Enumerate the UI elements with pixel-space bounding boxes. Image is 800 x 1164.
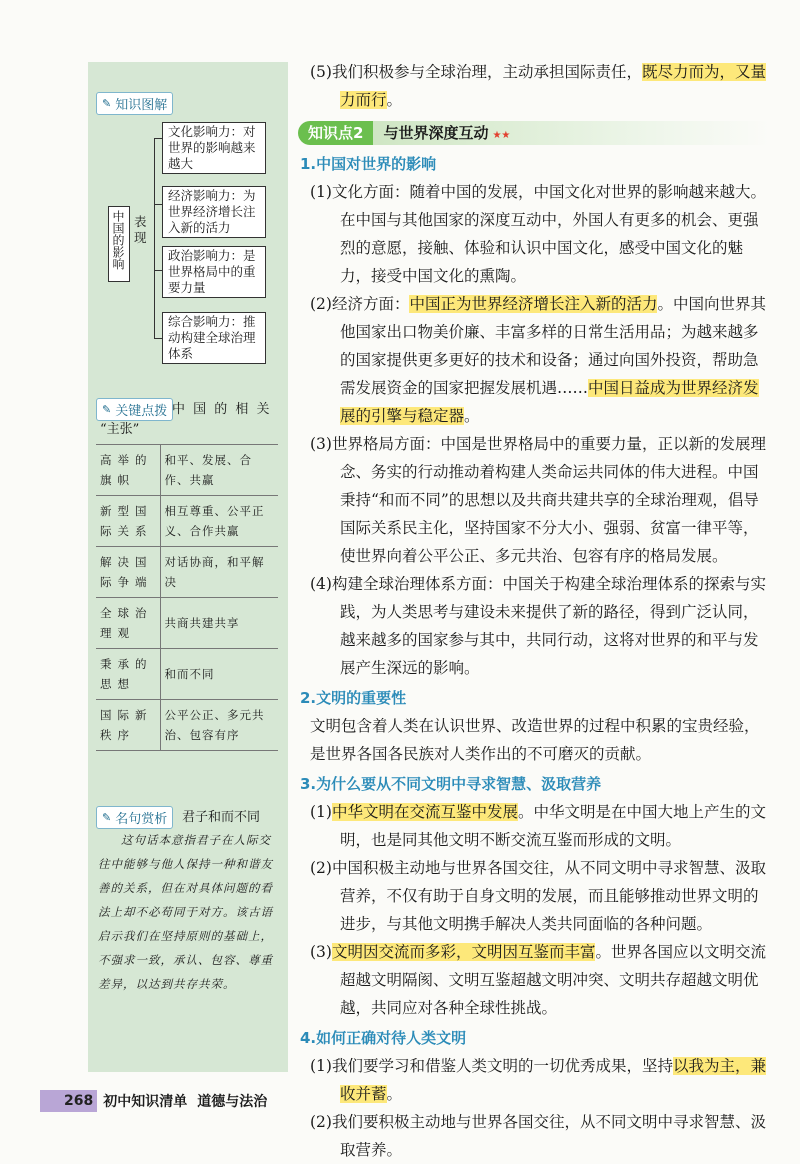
knowledge-point-label: 知识点2 (298, 121, 373, 145)
text: 。中国向世界其他国家出口物美价廉、丰富多样的日常生活用品；为越来越多的国家提供更多更好的技术和设备；通过向国外投资，帮助急需发展资金的国家把握发展机遇…… (340, 295, 766, 397)
diagram-line (154, 204, 162, 205)
key-points-title-b: “主张” (100, 422, 140, 437)
main-content (300, 58, 770, 1164)
knowledge-map-label: 知识图解 (115, 98, 168, 113)
highlight: 中国日益成为世界经济发展的引擎与稳定器 (340, 379, 759, 425)
highlight: 文明因交流而多彩，文明因互鉴而丰富 (331, 943, 596, 961)
quote-title: 君子和而不同 (182, 810, 261, 825)
highlight: 以我为主，兼收并蓄 (340, 1057, 766, 1103)
tag-icon: ✎ (102, 811, 112, 824)
paragraph (300, 1052, 770, 1108)
text: 。中华文明是在中国大地上产生的文明，也是同其他文明不断交流互鉴而形成的文明。 (340, 803, 766, 849)
paragraph: (1)文化方面：随着中国的发展，中国文化对世界的影响越来越大。在中国与其他国家的深度互动中，外国人有更多的机会、更强烈的意愿，接触、体验和认识中国文化，感受中国文化的魅力，接受中国文化的熏陶。 (310, 183, 766, 285)
key-point-term: 解决国际争端 (96, 547, 160, 598)
diagram-mid: 表现 (134, 214, 147, 245)
paragraph (300, 798, 770, 854)
text: (2)经济方面： (310, 295, 410, 313)
tag-icon: ✎ (102, 403, 112, 416)
paragraph (300, 938, 770, 1022)
text: 。 (386, 1085, 403, 1103)
key-point-content: 对话协商，和平解决 (160, 547, 278, 598)
knowledge-point-title (373, 121, 770, 145)
key-point-content: 共商共建共享 (160, 598, 278, 649)
key-points-title-a: 中 国 的 相 关 (172, 402, 272, 417)
paragraph (300, 290, 770, 430)
text: (1)我们要学习和借鉴人类文明的一切优秀成果，坚持 (310, 1057, 673, 1075)
paragraph: 文明包含着人类在认识世界、改造世界的过程中积累的宝贵经验，是世界各国各民族对人类作出的不可磨灭的贡献。 (310, 717, 760, 763)
tag-icon: ✎ (102, 97, 112, 110)
text: 。 (386, 91, 403, 109)
quote-label: 名句赏析 (115, 812, 168, 827)
key-point-content: 相互尊重、公平正义、合作共赢 (160, 496, 278, 547)
diagram-item: 综合影响力：推动构建全球治理体系 (162, 312, 266, 364)
diagram-item: 文化影响力：对世界的影响越来越大 (162, 122, 266, 174)
diagram-item: 经济影响力：为世界经济增长注入新的活力 (162, 186, 266, 238)
table-row (96, 445, 278, 496)
section-heading: 3.为什么要从不同文明中寻求智慧、汲取营养 (300, 775, 602, 793)
highlight: 既尽力而为，又量力而行 (340, 63, 766, 109)
diagram-bracket (154, 138, 155, 338)
key-points-label: 关键点拨 (115, 404, 168, 419)
key-point-term: 国际新秩序 (96, 700, 160, 751)
influence-diagram (96, 118, 282, 368)
paragraph: (2)中国积极主动地与世界各国交往，从不同文明中寻求智慧、汲取营养，不仅有助于自身文明的发展，而且能够推动世界文明的进步，与其他文明携手解决人类共同面临的各种问题。 (310, 859, 766, 933)
table-row (96, 547, 278, 598)
quote-text: 这句话本意指君子在人际交往中能够与他人保持一种和谐友善的关系，但在对具体问题的看法上却不必苟同于对方。该古语启示我们在坚持原则的基础上，不强求一致，承认、包容、尊重差异，以达到共存共荣。 (98, 833, 273, 991)
table-row (96, 598, 278, 649)
paragraph: (3)世界格局方面：中国是世界格局中的重要力量，正以新的发展理念、务实的行动推动着构建人类命运共同体的伟大进程。中国秉持“和而不同”的思想以及共商共建共享的全球治理观，倡导国际关系民主化，坚持国家不分大小、强弱、贫富一律平等，使世界向着公平公正、多元共治、包容有序的格局发展。 (310, 435, 766, 565)
text: 。世界各国应以文明交流超越文明隔阂、文明互鉴超越文明冲突、文明共存超越文明优越，共同应对各种全球性挑战。 (340, 943, 766, 1017)
knowledge-point-title-text: 与世界深度互动 (383, 124, 489, 142)
diagram-line (154, 338, 162, 339)
star-icon: ★★ (492, 130, 511, 141)
text: (5)我们积极参与全球治理，主动承担国际责任， (310, 63, 642, 81)
key-point-term: 全球治理观 (96, 598, 160, 649)
text: (1) (310, 803, 332, 821)
highlight: 中国正为世界经济增长注入新的活力 (409, 295, 658, 313)
knowledge-point-header (298, 120, 770, 146)
knowledge-map-tag (96, 92, 173, 115)
quote-tag (96, 806, 173, 829)
book-title: 初中知识清单 (103, 1094, 188, 1110)
key-point-term: 高举的旗帜 (96, 445, 160, 496)
text: 。 (464, 407, 480, 425)
highlight: 中华文明在交流互鉴中发展 (331, 803, 518, 821)
key-point-term: 新型国际关系 (96, 496, 160, 547)
section-heading: 2.文明的重要性 (300, 689, 407, 707)
section-heading: 4.如何正确对待人类文明 (300, 1029, 467, 1047)
diagram-line (154, 270, 162, 271)
key-point-content: 和平、发展、合作、共赢 (160, 445, 278, 496)
page-number: 268 (40, 1090, 97, 1112)
diagram-root: 中国的影响 (108, 206, 130, 282)
page-footer (40, 1090, 267, 1112)
table-row (96, 700, 278, 751)
table-row (96, 649, 278, 700)
subject-title: 道德与法治 (197, 1094, 268, 1110)
paragraph: (4)构建全球治理体系方面：中国关于构建全球治理体系的探索与实践，为人类思考与建设未来提供了新的路径，得到广泛认同，越来越多的国家参与其中，共同行动，这将对世界的和平与发展产生深远的影响。 (310, 575, 766, 677)
table-row (96, 496, 278, 547)
key-point-term: 秉承的思想 (96, 649, 160, 700)
diagram-line (154, 138, 162, 139)
paragraph: (2)我们要积极主动地与世界各国交往，从不同文明中寻求智慧、汲取营养。 (310, 1113, 766, 1159)
key-point-content: 和而不同 (160, 649, 278, 700)
paragraph (300, 58, 770, 114)
section-heading: 1.中国对世界的影响 (300, 155, 437, 173)
diagram-item: 政治影响力：是世界格局中的重要力量 (162, 246, 266, 298)
text: (3) (310, 943, 332, 961)
key-points-table (96, 444, 278, 751)
key-point-content: 公平公正、多元共治、包容有序 (160, 700, 278, 751)
